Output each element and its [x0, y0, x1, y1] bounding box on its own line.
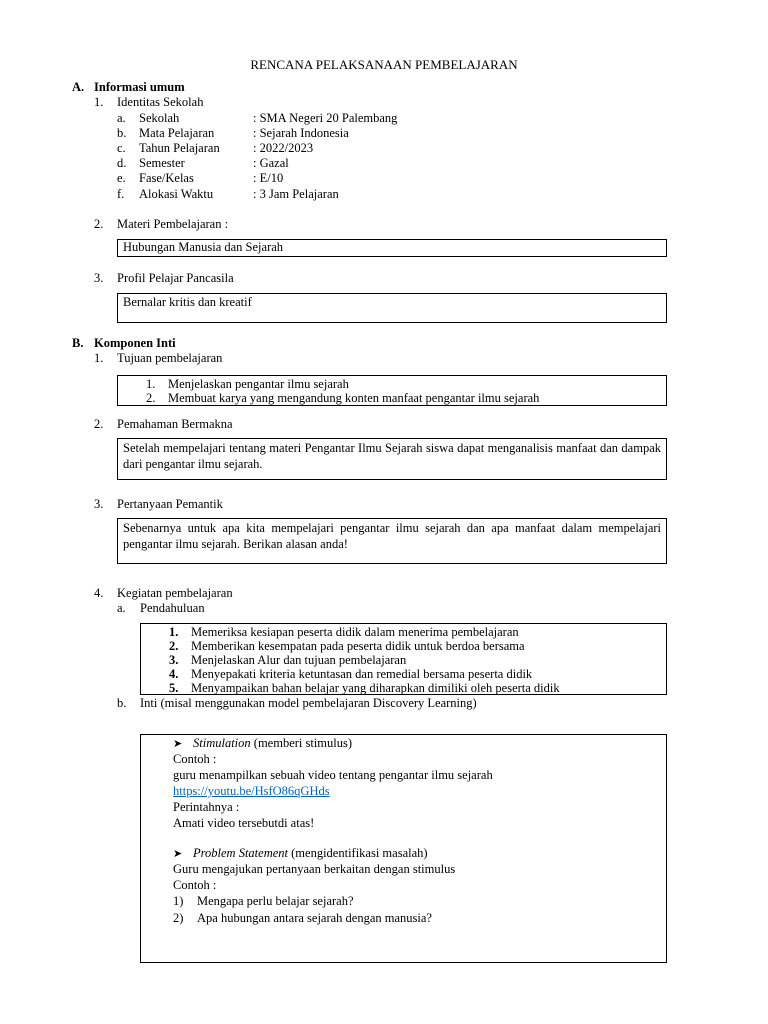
- item-b4a-heading: Pendahuluan: [140, 601, 205, 615]
- row-key: Alokasi Waktu: [139, 187, 214, 201]
- problem-heading: [173, 846, 428, 863]
- list-number: 1.: [169, 625, 179, 639]
- stimulation-line: guru menampilkan sebuah video tentang pengantar ilmu sejarah: [173, 768, 493, 782]
- identity-row: [117, 187, 339, 202]
- materi-text: Hubungan Manusia dan Sejarah: [123, 240, 284, 254]
- stimulation-term: Stimulation: [193, 736, 251, 750]
- row-letter: e.: [117, 171, 126, 185]
- list-text: Memeriksa kesiapan peserta didik dalam menerima pembelajaran: [191, 625, 519, 639]
- row-value: : 2022/2023: [253, 141, 314, 155]
- question-number: 2): [173, 911, 184, 925]
- list-item: [169, 667, 560, 681]
- tujuan-box: [117, 375, 667, 406]
- identity-row: [117, 171, 283, 186]
- pemahaman-box: [117, 438, 667, 480]
- item-a3-heading: Profil Pelajar Pancasila: [117, 271, 234, 285]
- list-number: 3.: [169, 653, 179, 667]
- row-letter: a.: [117, 111, 126, 125]
- item-a1-num: 1.: [94, 95, 104, 109]
- pemahaman-text: Setelah mempelajari tentang materi Pengantar Ilmu Sejarah siswa dapat menganalisis manfaat dan dampak dari pengantar ilmu sejarah.: [123, 441, 661, 471]
- list-text: Membuat karya yang mengandung konten manfaat pengantar ilmu sejarah: [168, 391, 540, 405]
- profil-box: [117, 293, 667, 323]
- list-number: 5.: [169, 681, 179, 695]
- row-key: Mata Pelajaran: [139, 126, 215, 140]
- identity-row: [117, 111, 397, 126]
- list-text: Menjelaskan pengantar ilmu sejarah: [168, 377, 349, 391]
- item-a1-heading: Identitas Sekolah: [117, 95, 204, 109]
- pendahuluan-box: [140, 623, 667, 695]
- list-item: [146, 391, 539, 405]
- item-a2-num: 2.: [94, 217, 104, 231]
- item-b4b-letter: b.: [117, 696, 127, 710]
- problem-term: Problem Statement: [193, 846, 289, 860]
- list-number: 4.: [169, 667, 179, 681]
- materi-box: [117, 239, 667, 257]
- section-b-heading: Komponen Inti: [94, 336, 176, 350]
- item-b4a-letter: a.: [117, 601, 126, 615]
- arrow-icon: ➤: [173, 738, 183, 750]
- list-text: Menyepakati kriteria ketuntasan dan remedial bersama peserta didik: [191, 667, 533, 681]
- list-item: [169, 639, 560, 653]
- row-key: Tahun Pelajaran: [139, 141, 220, 155]
- row-value: : SMA Negeri 20 Palembang: [253, 111, 398, 125]
- section-a-label: A.: [72, 80, 85, 94]
- question-item: [173, 911, 432, 927]
- list-text: Menyampaikan bahan belajar yang diharapkan dimiliki oleh peserta didik: [191, 681, 560, 695]
- section-b-label: B.: [72, 336, 84, 350]
- tujuan-list: [146, 377, 539, 405]
- item-b1-heading: Tujuan pembelajaran: [117, 351, 223, 365]
- problem-contoh: Contoh :: [173, 878, 217, 892]
- list-number: 2.: [146, 391, 156, 405]
- row-letter: b.: [117, 126, 127, 140]
- document-title: RENCANA PELAKSANAAN PEMBELAJARAN: [250, 57, 518, 72]
- item-b2-num: 2.: [94, 417, 104, 431]
- item-b4b-heading: Inti (misal menggunakan model pembelajaran Discovery Learning): [140, 696, 477, 710]
- stimulation-contoh: Contoh :: [173, 752, 217, 766]
- amati-text: Amati video tersebutdi atas!: [173, 816, 315, 830]
- list-text: Menjelaskan Alur dan tujuan pembelajaran: [191, 653, 407, 667]
- row-key: Sekolah: [139, 111, 180, 125]
- question-item: [173, 894, 354, 910]
- stimulation-heading: [173, 736, 352, 753]
- pendahuluan-list: [169, 625, 560, 695]
- problem-line: Guru mengajukan pertanyaan berkaitan dengan stimulus: [173, 862, 456, 876]
- pemantik-text: Sebenarnya untuk apa kita mempelajari pengantar ilmu sejarah dan apa manfaat dalam mempelajari pengantar ilmu sejarah. Berikan alasan anda!: [123, 521, 661, 551]
- list-number: 2.: [169, 639, 179, 653]
- item-b4-num: 4.: [94, 586, 104, 600]
- list-text: Memberikan kesempatan pada peserta didik untuk berdoa bersama: [191, 639, 525, 653]
- stimulation-desc: (memberi stimulus): [253, 736, 353, 750]
- problem-desc: (mengidentifikasi masalah): [291, 846, 428, 860]
- item-b2-heading: Pemahaman Bermakna: [117, 417, 233, 431]
- row-value: : Gazal: [253, 156, 289, 170]
- item-a3-num: 3.: [94, 271, 104, 285]
- video-link[interactable]: https://youtu.be/HsfO86qGHds: [173, 784, 330, 798]
- question-text: Mengapa perlu belajar sejarah?: [197, 894, 354, 908]
- pemantik-box: [117, 518, 667, 564]
- profil-text: Bernalar kritis dan kreatif: [123, 295, 252, 309]
- list-item: [169, 681, 560, 695]
- identity-row: [117, 126, 349, 141]
- perintah-label: Perintahnya :: [173, 800, 240, 814]
- row-value: : Sejarah Indonesia: [253, 126, 349, 140]
- list-item: [169, 625, 560, 639]
- row-value: : E/10: [253, 171, 284, 185]
- row-key: Fase/Kelas: [139, 171, 194, 185]
- row-letter: c.: [117, 141, 126, 155]
- item-a2-heading: Materi Pembelajaran :: [117, 217, 229, 231]
- inti-box: [140, 734, 667, 963]
- item-b3-heading: Pertanyaan Pemantik: [117, 497, 223, 511]
- identity-row: [117, 156, 289, 171]
- row-letter: d.: [117, 156, 127, 170]
- identity-row: [117, 141, 313, 156]
- question-number: 1): [173, 894, 184, 908]
- item-b3-num: 3.: [94, 497, 104, 511]
- list-item: [169, 653, 560, 667]
- arrow-icon: ➤: [173, 848, 183, 860]
- item-b1-num: 1.: [94, 351, 104, 365]
- row-value: : 3 Jam Pelajaran: [253, 187, 339, 201]
- question-text: Apa hubungan antara sejarah dengan manusia?: [197, 911, 432, 925]
- list-item: [146, 377, 539, 391]
- row-key: Semester: [139, 156, 185, 170]
- section-a-heading: Informasi umum: [94, 80, 185, 94]
- row-letter: f.: [117, 187, 125, 201]
- list-number: 1.: [146, 377, 156, 391]
- item-b4-heading: Kegiatan pembelajaran: [117, 586, 233, 600]
